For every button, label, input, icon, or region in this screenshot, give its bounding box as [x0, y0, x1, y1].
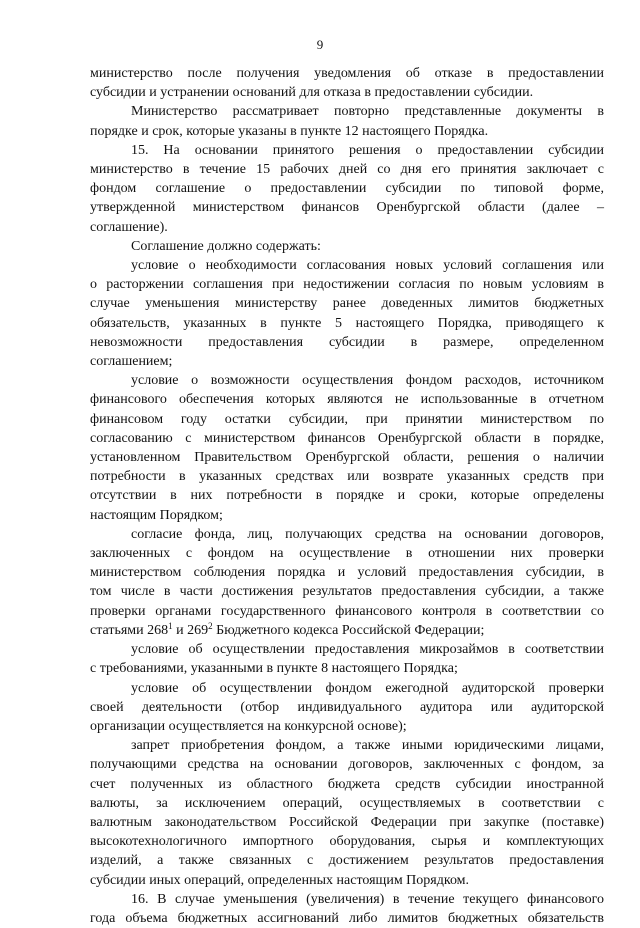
- text-line: согласованию с министерством финансов Оренбургской области в порядке,: [90, 430, 604, 446]
- text-line: валютным законодательством Российской Федерации при закупке (поставке): [90, 814, 604, 830]
- text-line: условие о возможности осуществления фондом расходов, источником: [131, 373, 604, 389]
- page-number: 9: [316, 37, 324, 52]
- text-line: условие об осуществлении фондом ежегодной аудиторской проверки: [131, 680, 604, 696]
- text-segment: статьями 268: [90, 622, 169, 638]
- text-line: том числе в части достижения результатов предоставления субсидии, а также: [90, 584, 604, 600]
- text-line: соглашение).: [90, 219, 168, 235]
- text-line: валюты, за исключением операций, осуществляемых в соответствии с: [90, 795, 604, 811]
- text-line: субсидии иных операций, определенных настоящим Порядком.: [90, 872, 470, 888]
- text-segment: и 269: [172, 622, 209, 638]
- text-line: высокотехнологичного импортного оборудования, сырья и комплектующих: [90, 834, 604, 850]
- text-line: 15. На основании принятого решения о предоставлении субсидии: [131, 142, 604, 158]
- text-line: запрет приобретения фондом, а также иными юридическими лицами,: [131, 738, 604, 754]
- text-line: установленном Правительством Оренбургской области, решения о наличии: [90, 450, 604, 466]
- text-line: своей деятельности (отбор индивидуального аудитора или аудиторской: [90, 699, 604, 715]
- text-line: министерство в течение 15 рабочих дней со дня его принятия заключает с: [90, 162, 604, 178]
- text-line: условие об осуществлении предоставления микрозаймов в соответствии: [131, 642, 604, 658]
- text-line: изделий, а также связанных с достижением результатов предоставления: [90, 853, 604, 869]
- text-line: счет полученных из областного бюджета средств субсидии иностранной: [90, 776, 604, 792]
- text-line: обязательств, указанных в пункте 5 настоящего Порядка, приводящего к: [90, 315, 604, 331]
- text-line: условие о необходимости согласования новых условий соглашения или: [131, 258, 604, 274]
- superscript: 1: [168, 620, 173, 631]
- text-line: министерство после получения уведомления об отказе в предоставлении: [90, 66, 604, 81]
- text-line: финансового обеспечения которых являются не использованные в отчетном: [90, 392, 604, 408]
- text-line: отсутствии в них потребности в порядке и сроки, которые определены: [90, 488, 604, 504]
- text-line: настоящим Порядком;: [90, 507, 223, 523]
- text-line: потребности в указанных средствах или возврате указанных средств при: [90, 469, 604, 485]
- text-line: фондом соглашение о предоставлении субсидии по типовой форме,: [90, 181, 604, 197]
- superscript: 2: [208, 620, 213, 631]
- text-line: соглашением;: [90, 354, 173, 370]
- text-line: Министерство рассматривает повторно представленные документы в: [131, 104, 604, 120]
- text-line: [90, 621, 604, 640]
- text-line: финансовом году остатки субсидии, при принятии министерством по: [90, 411, 604, 427]
- text-line: порядке и срок, которые указаны в пункте 12 настоящего Порядка.: [90, 123, 489, 139]
- text-line: Соглашение должно содержать:: [131, 238, 321, 254]
- text-line: проверки органами государственного финансового контроля в соответствии со: [90, 603, 604, 619]
- text-line: года объема бюджетных ассигнований либо лимитов бюджетных обязательств: [90, 910, 604, 926]
- text-segment: Бюджетного кодекса Российской Федерации;: [212, 622, 485, 638]
- text-line: министерством соблюдения порядка и условий предоставления субсидии, в: [90, 565, 604, 581]
- text-line: получающими средства на основании договоров, заключенных с фондом, за: [90, 757, 604, 773]
- text-line: организации осуществляется на конкурсной основе);: [90, 718, 407, 734]
- text-line: случае уменьшения министерству ранее доведенных лимитов бюджетных: [90, 296, 604, 312]
- text-line: согласие фонда, лиц, получающих средства на основании договоров,: [131, 526, 604, 542]
- text-line: субсидии и устранении оснований для отказа в предоставлении субсидии.: [90, 85, 534, 101]
- text-line: невозможности предоставления субсидии в размере, определенном: [90, 334, 604, 350]
- text-line: утвержденной министерством финансов Оренбургской области (далее –: [90, 200, 604, 216]
- text-line: о расторжении соглашения при недостижении согласия по новым условиям в: [90, 277, 604, 293]
- text-line: с требованиями, указанными в пункте 8 настоящего Порядка;: [90, 661, 458, 677]
- document-body: [90, 64, 604, 928]
- text-line: 16. В случае уменьшения (увеличения) в течение текущего финансового: [131, 891, 604, 907]
- text-line: заключенных с фондом на осуществление в отношении них проверки: [90, 546, 604, 562]
